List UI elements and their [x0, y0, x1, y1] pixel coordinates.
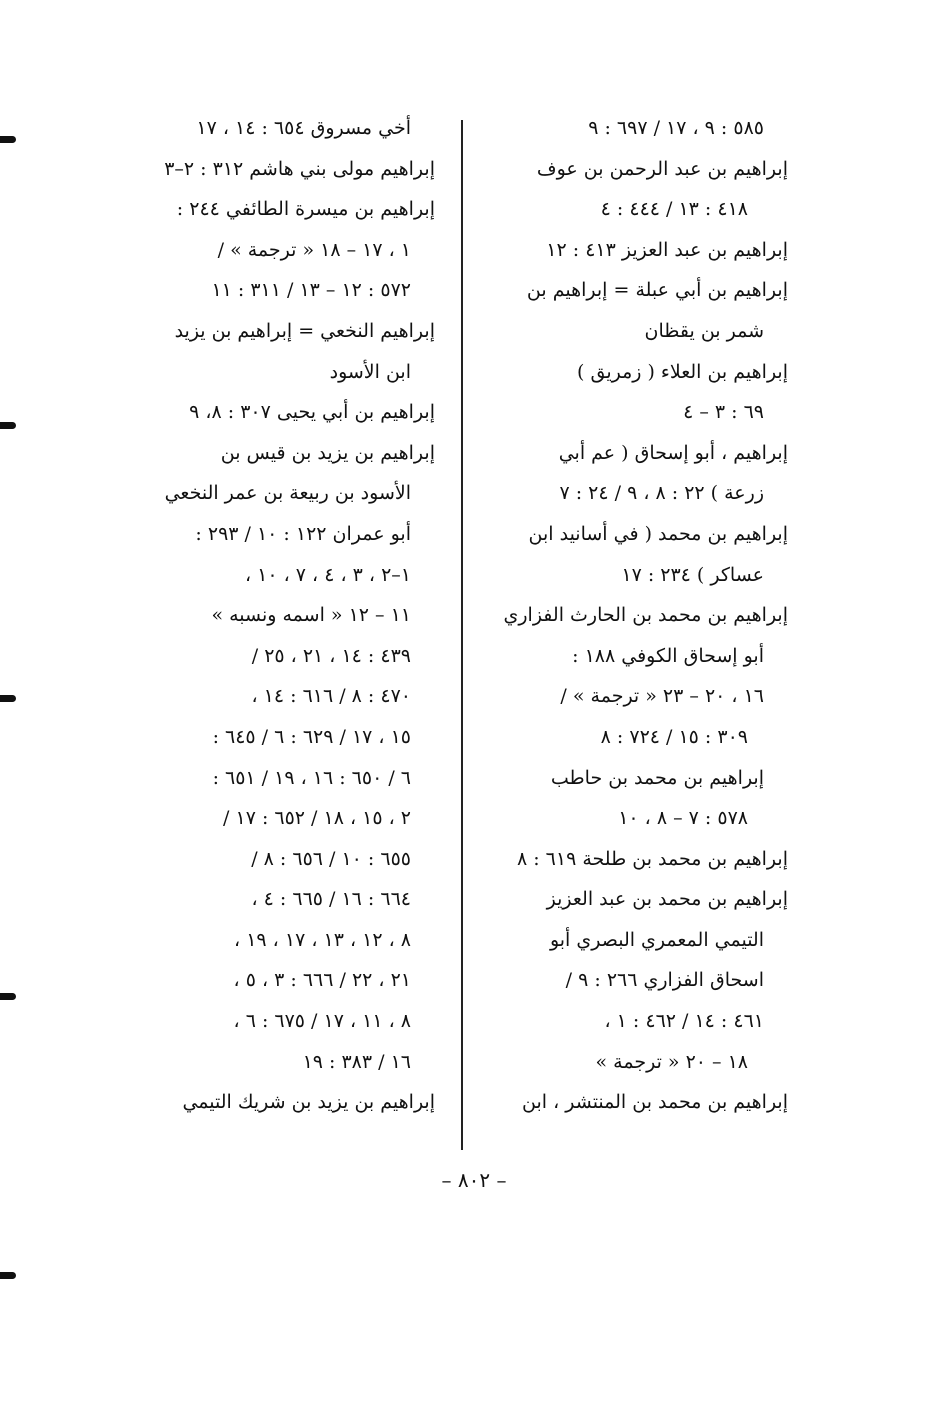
- index-line: ٦٥٥ : ١٠ / ٦٥٦ : ٨ /: [251, 847, 411, 870]
- index-line: إبراهيم بن محمد بن عبد العزيز: [546, 888, 788, 911]
- right-column: [488, 108, 788, 1123]
- index-line: عساكر ) ٢٣٤ : ١٧: [621, 563, 764, 586]
- index-line: شمر بن يقظان: [644, 319, 764, 342]
- index-line: ١٨ – ٢٠ « ترجمة »: [595, 1050, 748, 1073]
- index-line: اسحاق الفزاري ٢٦٦ : ٩ /: [565, 969, 764, 992]
- index-line: ٦٦٤ : ١٦ / ٦٦٥ : ٤ ،: [251, 888, 411, 911]
- index-line: ابن الأسود: [329, 360, 411, 383]
- index-line: إبراهيم بن محمد ( في أسانيد ابن: [528, 522, 788, 545]
- index-line: إبراهيم بن عبد العزيز ٤١٣ : ١٢: [546, 238, 788, 261]
- index-line: ٦٩ : ٣ – ٤: [683, 401, 764, 424]
- margin-mark: [0, 422, 16, 429]
- index-line: إبراهيم مولى بني هاشم ٣١٢ : ٢–٣: [164, 157, 435, 180]
- index-line: ٤٦١ : ١٤ / ٤٦٢ : ١ ،: [604, 1010, 764, 1033]
- index-line: ٦ / ٦٥٠ : ١٦ ، ١٩ / ٦٥١ :: [212, 766, 411, 789]
- index-line: إبراهيم بن محمد بن طلحة ٦١٩ : ٨: [516, 847, 788, 870]
- index-line: التيمي المعمري البصري أبو: [549, 928, 764, 951]
- index-line: ١١ – ١٢ « اسمه ونسبه »: [211, 604, 411, 627]
- index-line: ٨ ، ١٢ ، ١٣ ، ١٧ ، ١٩ ،: [234, 928, 411, 951]
- index-line: ٥٧٢ : ١٢ – ١٣ / ٣١١ : ١١: [211, 279, 411, 302]
- index-line: إبراهيم بن محمد بن حاطب: [550, 766, 764, 789]
- index-line: ٤١٨ : ١٣ / ٤٤٤ : ٤: [600, 198, 748, 221]
- margin-mark: [0, 993, 16, 1000]
- index-line: الأسود بن ربيعة بن عمر النخعي: [164, 482, 411, 505]
- index-line: إبراهيم بن يزيد بن قيس بن: [220, 441, 435, 464]
- index-line: إبراهيم بن ميسرة الطائفي ٢٤٤ :: [176, 198, 435, 221]
- index-line: إبراهيم بن محمد بن الحارث الفزاري: [503, 604, 788, 627]
- index-line: أبو عمران ١٢٢ : ١٠ / ٢٩٣ :: [195, 522, 411, 545]
- index-line: ١ ، ١٧ – ١٨ « ترجمة » /: [217, 238, 411, 261]
- index-line: ٤٣٩ : ١٤ ، ٢١ ، ٢٥ /: [251, 644, 411, 667]
- index-line: زرعة ) ٢٢ : ٨ ، ٩ / ٢٤ : ٧: [559, 482, 764, 505]
- left-column: [135, 108, 435, 1123]
- index-line: إبراهيم بن يزيد بن شريك التيمي: [182, 1091, 435, 1114]
- index-line: إبراهيم بن أبي عبلة = إبراهيم بن: [526, 279, 788, 302]
- margin-mark: [0, 695, 16, 702]
- index-line: إبراهيم بن أبي يحيى ٣٠٧ : ٨، ٩: [189, 401, 435, 424]
- column-divider: [461, 120, 463, 1150]
- margin-mark: [0, 136, 16, 143]
- index-line: ٢ ، ١٥ ، ١٨ / ٦٥٢ : ١٧ /: [223, 807, 411, 830]
- page-number: – ٨٠٢ –: [441, 1168, 507, 1192]
- margin-mark: [0, 1272, 16, 1279]
- index-line: ٥٨٥ : ٩ ، ١٧ / ٦٩٧ : ٩: [588, 117, 764, 139]
- index-line: إبراهيم بن عبد الرحمن بن عوف: [536, 157, 788, 180]
- index-line: ٤٧٠ : ٨ / ٦١٦ : ١٤ ،: [251, 685, 411, 708]
- index-line: أخي مسروق ٦٥٤ : ١٤ ، ١٧: [196, 117, 411, 139]
- index-line: ١٦ ، ٢٠ – ٢٣ « ترجمة » /: [560, 685, 764, 708]
- index-line: ٥٧٨ : ٧ – ٨ ، ١٠: [618, 807, 748, 830]
- index-line: ٨ ، ١١ ، ١٧ / ٦٧٥ : ٦ ،: [233, 1010, 411, 1033]
- index-line: ٢١ ، ٢٢ / ٦٦٦ : ٣ ، ٥ ،: [233, 969, 411, 992]
- index-line: إبراهيم ، أبو إسحاق ( عم أبي: [558, 441, 788, 464]
- index-line: ١–٢ ، ٣ ، ٤ ، ٧ ، ١٠ ،: [244, 563, 411, 586]
- index-line: إبراهيم بن العلاء ( زمريق ): [577, 360, 788, 383]
- index-line: ١٦ / ٣٨٣ : ١٩: [302, 1050, 411, 1073]
- index-line: أبو إسحاق الكوفي ١٨٨ :: [572, 644, 764, 667]
- index-line: ١٥ ، ١٧ / ٦٢٩ : ٦ / ٦٤٥ :: [212, 725, 411, 748]
- index-line: إبراهيم النخعي = إبراهيم بن يزيد: [174, 319, 435, 342]
- index-line: إبراهيم بن محمد بن المنتشر ، ابن: [522, 1091, 788, 1114]
- index-line: ٣٠٩ : ١٥ / ٧٢٤ : ٨: [600, 725, 748, 748]
